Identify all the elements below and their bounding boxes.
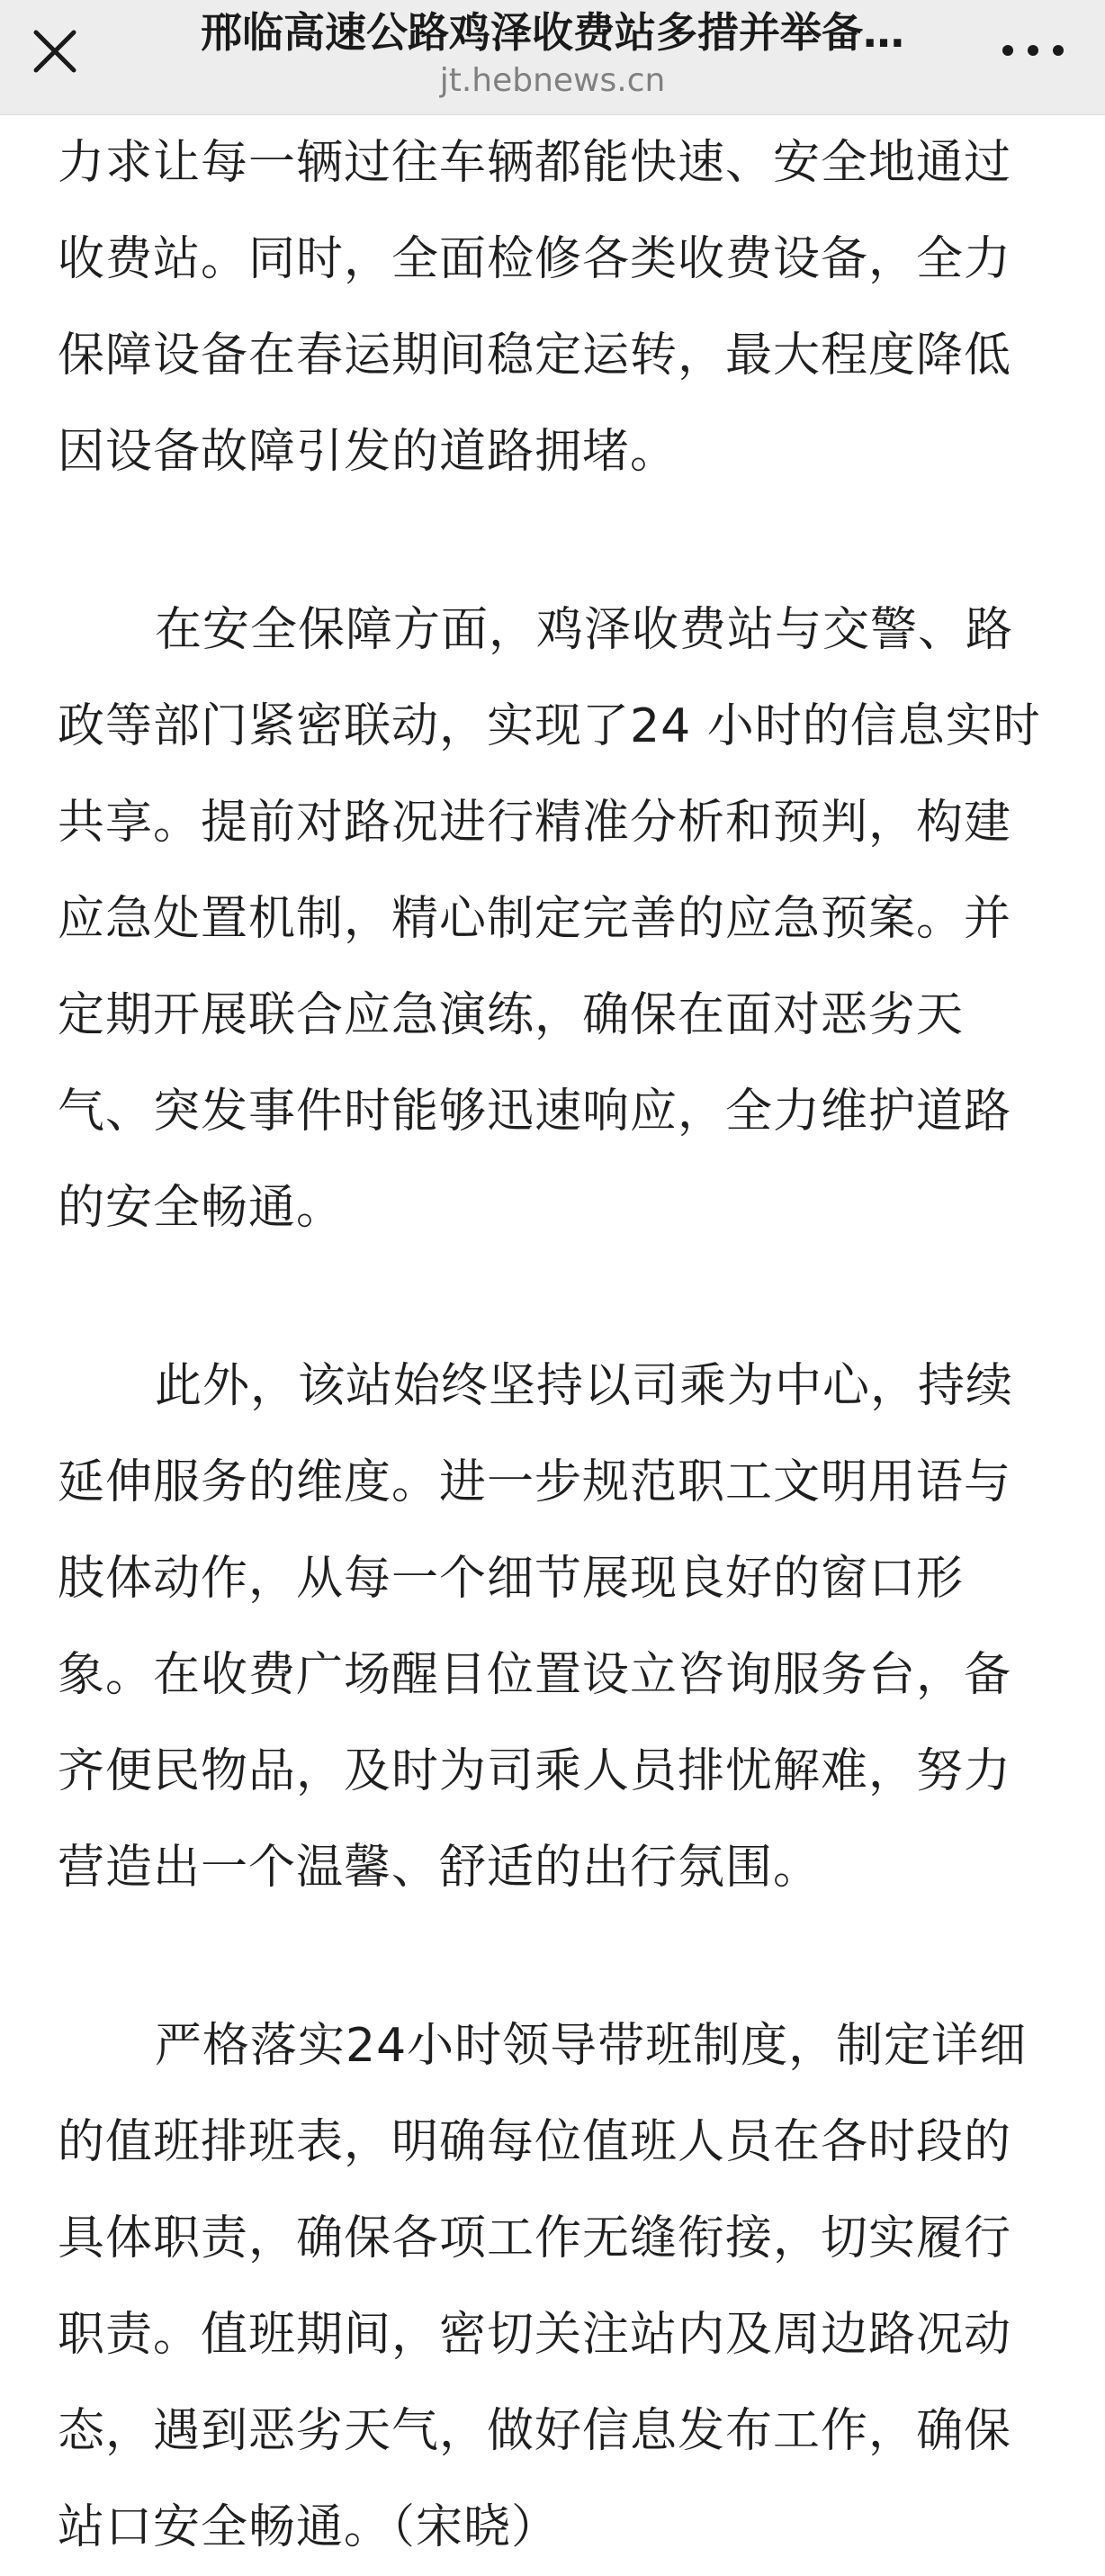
more-button[interactable]	[997, 32, 1069, 68]
top-bar	[0, 0, 1105, 115]
close-button[interactable]	[23, 20, 86, 83]
article-paragraph: 力求让每一辆过往车辆都能快速、安全地通过收费站。同时，全面检修各类收费设备，全力保障设备在春运期间稳定运转，最大程度降低因设备故障引发的道路拥堵。	[58, 136, 1012, 479]
page-title: 邢临高速公路鸡泽收费站多措并举备…	[201, 8, 904, 57]
page-url: jt.hebnews.cn	[439, 62, 666, 99]
title-block	[135, 7, 970, 101]
article-paragraph: 严格落实24小时领导带班制度，制定详细的值班排班表，明确每位值班人员在各时段的具体职责，确保各项工作无缝衔接，切实履行职责。值班期间，密切关注站内及周边路况动态，遇到恶劣天气，做好信息发布工作，确保站口安全畅通。（宋晓）	[58, 2019, 1028, 2554]
article-paragraph: 此外，该站始终坚持以司乘为中心，持续延伸服务的维度。进一步规范职工文明用语与肢体动作，从每一个细节展现良好的窗口形象。在收费广场醒目位置设立咨询服务台，备齐便民物品，及时为司乘人员排忧解难，努力营造出一个温馨、舒适的出行氛围。	[58, 1359, 1014, 1895]
article-body	[58, 115, 1056, 2576]
article-paragraph: 在安全保障方面，鸡泽收费站与交警、路政等部门紧密联动，实现了24 小时的信息实时共享。提前对路况进行精准分析和预判，构建应急处置机制，精心制定完善的应急预案。并定期开展联合应急演练，确保在面对恶劣天气、突发事件时能够迅速响应，全力维护道路的安全畅通。	[58, 603, 1041, 1235]
close-icon	[23, 20, 86, 83]
